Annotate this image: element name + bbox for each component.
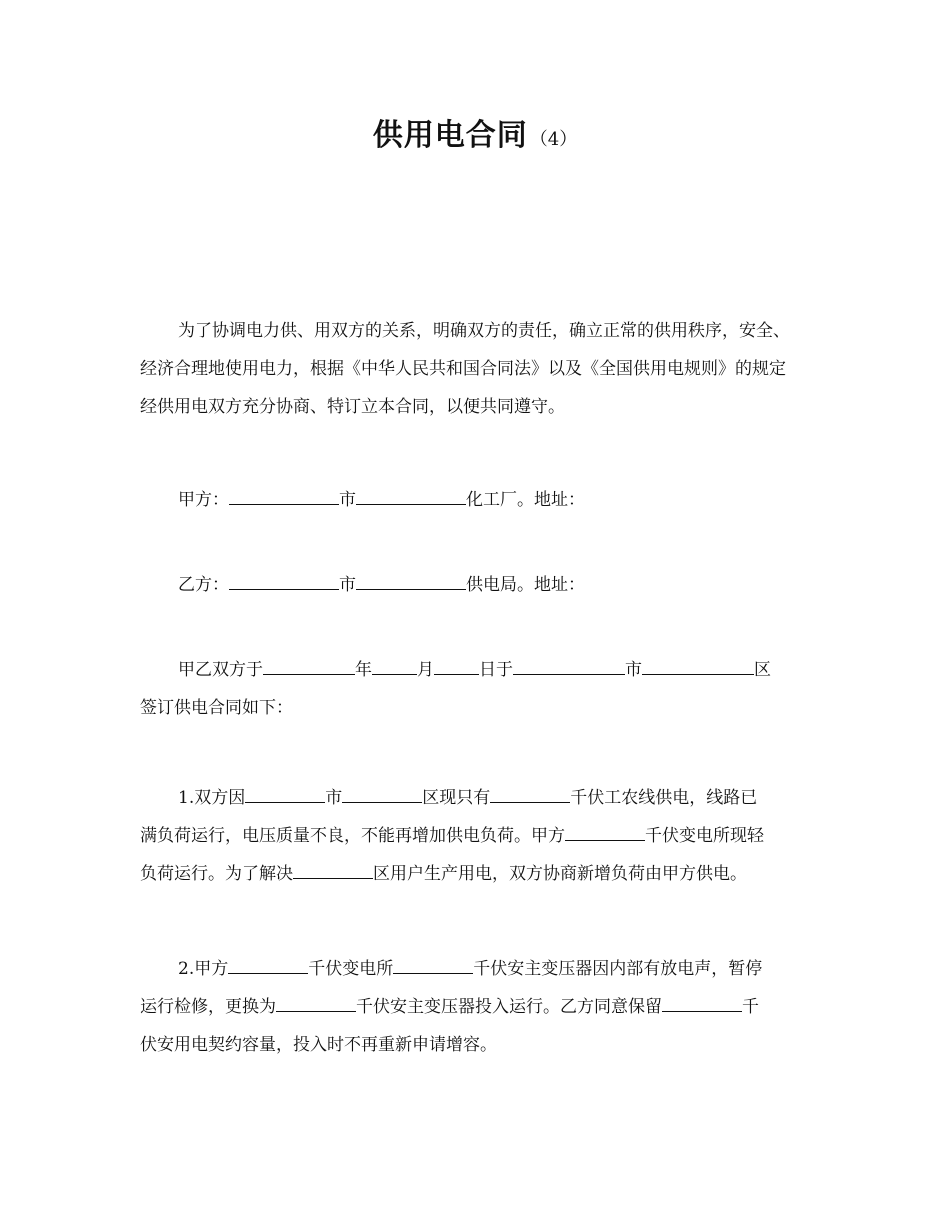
signing-month-label: 月 xyxy=(417,660,434,680)
signing-day-label: 日于 xyxy=(479,660,513,680)
party-a-line xyxy=(140,481,850,519)
title-text: 供用电合同 xyxy=(372,118,528,153)
signing-district-blank[interactable] xyxy=(642,652,754,675)
party-a-name-blank[interactable] xyxy=(356,482,466,505)
clause-2-paragraph xyxy=(140,950,812,1064)
clause-1-district-blank[interactable] xyxy=(342,780,422,803)
clause-2-text-1: 2.甲方 xyxy=(178,959,229,979)
party-b-suffix: 供电局。地址： xyxy=(466,575,585,595)
signing-city-label: 市 xyxy=(625,660,642,680)
clause-1-kv-blank[interactable] xyxy=(490,780,570,803)
title-number: （4） xyxy=(529,129,578,150)
party-a-suffix: 化工厂。地址： xyxy=(466,490,585,510)
clause-2-new-transformer-blank[interactable] xyxy=(276,989,356,1012)
clause-2-text-7: 伏安用电契约容量，投入时不再重新申请增容。 xyxy=(140,1035,497,1055)
clause-2-text-4: 运行检修，更换为 xyxy=(140,997,276,1017)
signing-line-1 xyxy=(140,660,771,680)
preamble-line-1: 为了协调电力供、用双方的关系，明确双方的责任，确立正常的供用秩序，安全、 xyxy=(178,321,790,341)
preamble-line-2: 经济合理地使用电力，根据《中华人民共和国合同法》以及《全国供用电规则》的规定 xyxy=(140,359,786,379)
clause-2-line-1 xyxy=(140,959,762,979)
document-title xyxy=(0,112,950,164)
party-b-line xyxy=(140,566,850,604)
clause-1-line-1 xyxy=(140,788,757,808)
signing-prefix: 甲乙双方于 xyxy=(178,660,263,680)
clause-2-substation-kv-blank[interactable] xyxy=(228,951,308,974)
clause-2-text-3: 千伏安主变压器因内部有放电声，暂停 xyxy=(473,959,763,979)
party-a-label: 甲方： xyxy=(178,490,229,510)
clause-1-text-6: 千伏变电所现轻 xyxy=(645,826,764,846)
party-b-name-blank[interactable] xyxy=(356,567,466,590)
clause-2-text-2: 千伏变电所 xyxy=(308,959,394,979)
party-b-label: 乙方： xyxy=(178,575,229,595)
party-b-city-blank[interactable] xyxy=(229,567,339,590)
signing-district-label: 区 xyxy=(754,660,771,680)
preamble-paragraph xyxy=(140,312,812,426)
signing-year-blank[interactable] xyxy=(263,652,355,675)
clause-2-text-6: 千 xyxy=(742,997,759,1017)
clause-1-paragraph xyxy=(140,779,812,893)
party-b-city-label: 市 xyxy=(339,575,356,595)
clause-1-text-7: 负荷运行。为了解决 xyxy=(140,864,293,884)
clause-1-city-blank[interactable] xyxy=(245,780,325,803)
party-a-city-blank[interactable] xyxy=(229,482,339,505)
signing-city-blank[interactable] xyxy=(513,652,625,675)
clause-2-transformer-kva-blank[interactable] xyxy=(393,951,473,974)
clause-1-text-3: 区现只有 xyxy=(422,788,491,808)
clause-2-text-5: 千伏安主变压器投入运行。乙方同意保留 xyxy=(356,997,662,1017)
party-a-city-label: 市 xyxy=(339,490,356,510)
signing-day-blank[interactable] xyxy=(434,652,479,675)
signing-year-label: 年 xyxy=(355,660,372,680)
clause-1-substation-kv-blank[interactable] xyxy=(565,818,645,841)
signing-paragraph xyxy=(140,651,812,727)
preamble-line-3: 经供用电双方充分协商、特订立本合同，以便共同遵守。 xyxy=(140,397,565,417)
signing-month-blank[interactable] xyxy=(372,652,417,675)
clause-1-text-8: 区用户生产用电，双方协商新增负荷由甲方供电。 xyxy=(373,864,747,884)
clause-1-text-2: 市 xyxy=(325,788,343,808)
signing-line-2: 签订供电合同如下： xyxy=(140,698,293,718)
clause-2-reserved-capacity-blank[interactable] xyxy=(662,989,742,1012)
clause-1-user-district-blank[interactable] xyxy=(293,856,373,879)
clause-1-text-4: 千伏工农线供电，线路已 xyxy=(570,788,758,808)
clause-1-text-5: 满负荷运行，电压质量不良，不能再增加供电负荷。甲方 xyxy=(140,826,565,846)
clause-1-text-1: 1.双方因 xyxy=(178,788,246,808)
